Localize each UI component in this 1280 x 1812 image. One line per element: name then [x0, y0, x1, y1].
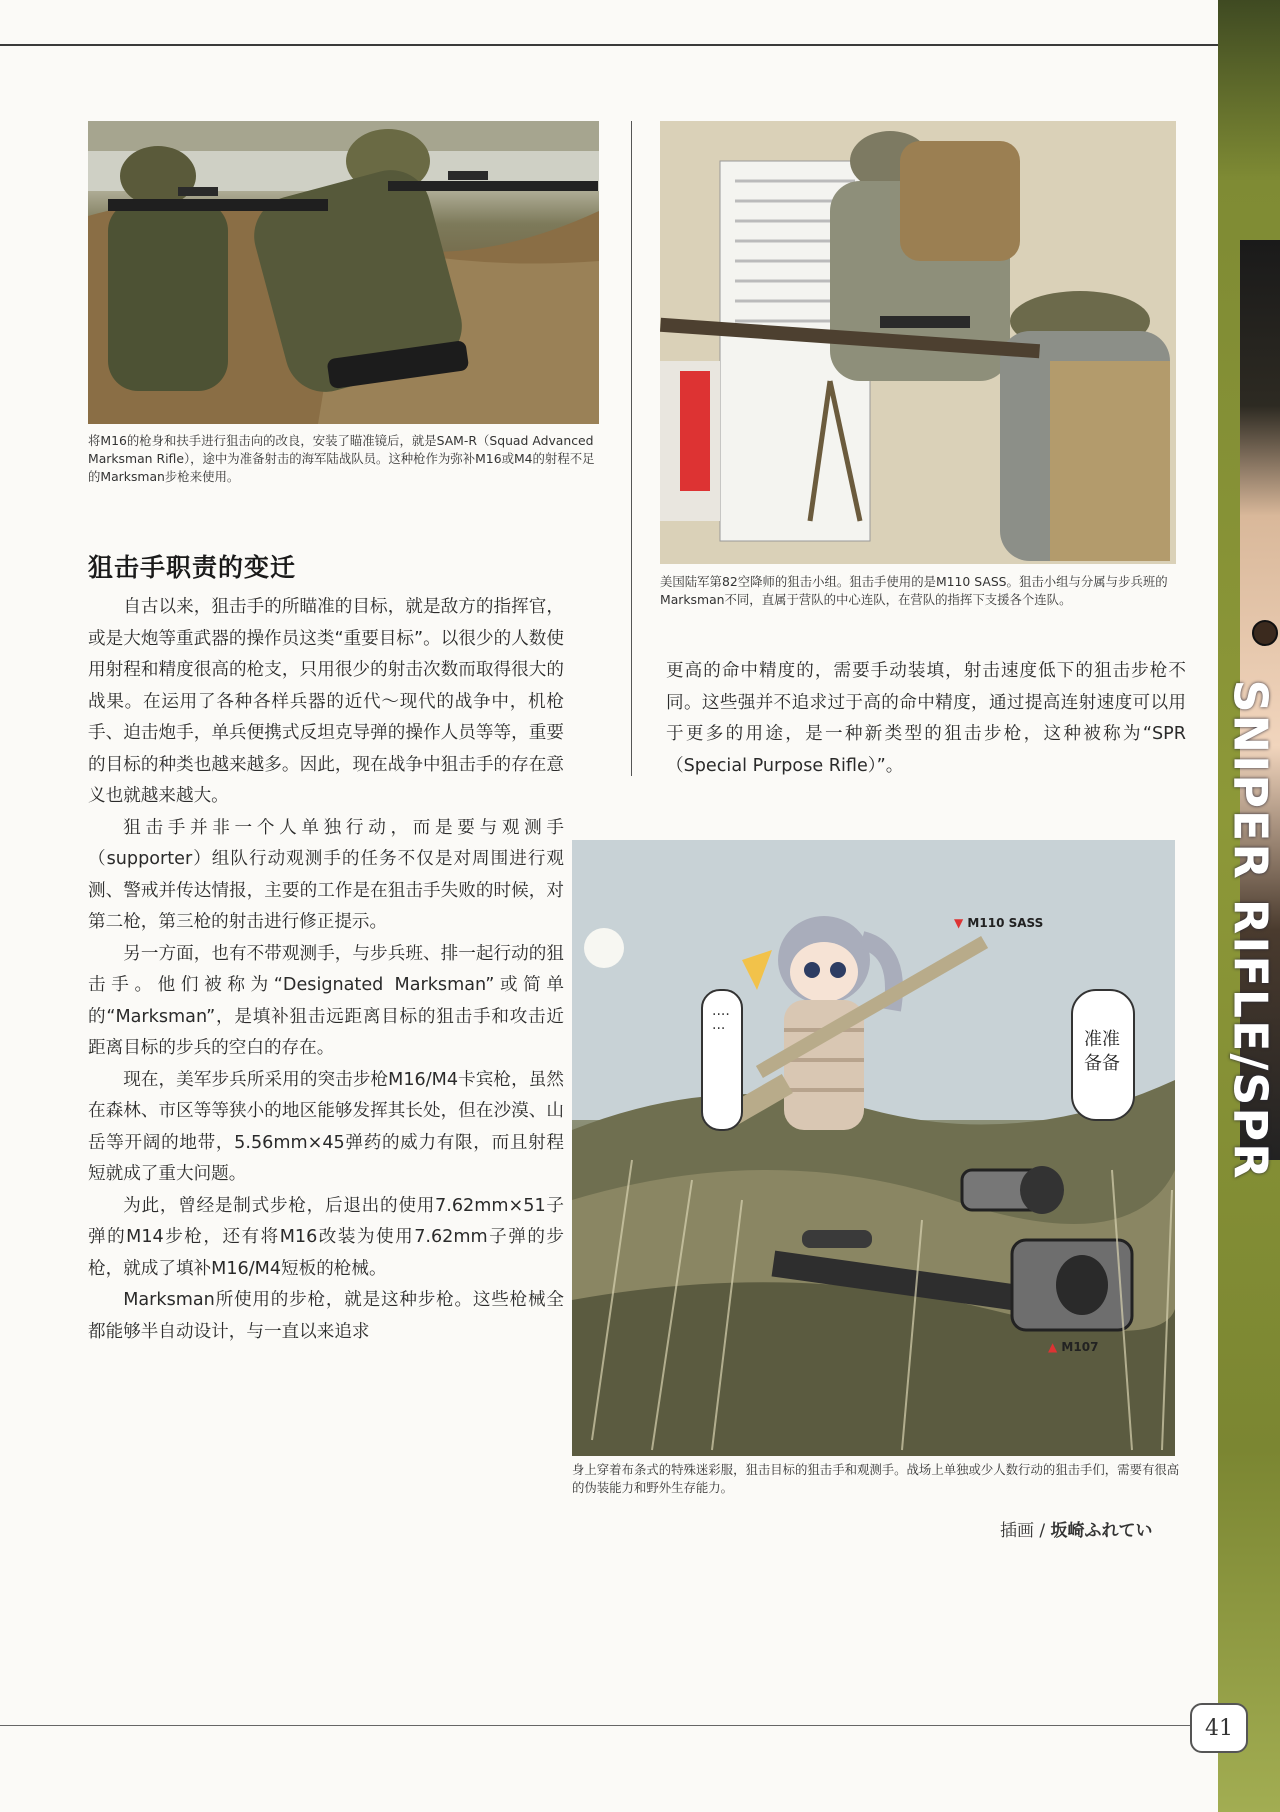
illustration-credit [1000, 1516, 1153, 1541]
paragraph: 现在，美军步兵所采用的突击步枪M16/M4卡宾枪，虽然在森林、市区等等狭小的地区能够发挥其长处，但在沙漠、山岳等开阔的地带，5.56mm×45弹药的威力有限，而且射程短就成了重大问题。 [88, 1069, 564, 1184]
credit-name: 坂崎ふれてい [1050, 1521, 1153, 1541]
marker-triangle-icon: ▲ [1048, 1340, 1058, 1354]
illustration-art [572, 840, 1175, 1456]
side-title [1224, 679, 1279, 1181]
anime-eye-art [1252, 620, 1278, 646]
column-divider [631, 121, 632, 776]
caption-top-left: 将M16的枪身和扶手进行狙击向的改良，安装了瞄准镜后，就是SAM-R（Squad Advanced Marksman Rifle），途中为准备射击的海军陆战队员。这种枪作为弥补M16或M4的射程不足的Marksman步枪来使用。 [88, 433, 595, 484]
page-number [1190, 1703, 1248, 1753]
caption-top-right: 美国陆军第82空降师的狙击小组。狙击手使用的是M110 SASS。狙击小组与分属与步兵班的Marksman不同，直属于营队的中心连队，在营队的指挥下支援各个连队。 [660, 574, 1168, 607]
marker-triangle-icon: ▼ [954, 916, 964, 930]
speech-ready: 准准备备 [1084, 1029, 1120, 1074]
label-m107 [1048, 1340, 1098, 1354]
paragraph: 为此，曾经是制式步枪，后退出的使用7.62mm×51子弹的M14步枪，还有将M16改装为使用7.62mm子弹的步枪，就成了填补M16/M4短板的枪械。 [88, 1195, 564, 1279]
speech-dots: ······· [712, 1007, 730, 1037]
credit-prefix: 插画 / [1000, 1521, 1051, 1541]
photo-marines-sam-r [88, 121, 599, 424]
article-right-column [666, 656, 1186, 782]
label-m110 [954, 916, 1043, 930]
photo-sniper-team-art [660, 121, 1176, 564]
paragraph: 自古以来，狙击手的所瞄准的目标，就是敌方的指挥官，或是大炮等重武器的操作员这类“重要目标”。以很少的人数使用射程和精度很高的枪支，只用很少的射击次数而取得很大的战果。在运用了各种各样兵器的近代～现代的战争中，机枪手、迫击炮手，单兵便携式反坦克导弹的操作人员等等，重要的目标的种类也越来越多。因此，现在战争中狙击手的存在意义也就越来越大。 [88, 597, 564, 806]
bottom-rule [0, 1725, 1190, 1726]
caption-illustration: 身上穿着布条式的特殊迷彩服，狙击目标的狙击手和观测手。战场上单独或少人数行动的狙击手们，需要有很高的伪装能力和野外生存能力。 [572, 1462, 1180, 1495]
section-heading: 狙击手职责的变迁 [88, 553, 297, 582]
top-rule [0, 44, 1218, 46]
page-number-text: 41 [1205, 1715, 1233, 1741]
photo-sniper-team-m110 [660, 121, 1176, 564]
label-m107-text: M107 [1061, 1340, 1099, 1354]
paragraph: 更高的命中精度的，需要手动装填，射击速度低下的狙击步枪不同。这些强并不追求过于高的命中精度，通过提高连射速度可以用于更多的用途，是一种新类型的狙击步枪，这种被称为“SPR（Special Purpose Rifle）”。 [666, 661, 1186, 776]
label-m110-text: M110 SASS [967, 916, 1044, 930]
paragraph: 狙击手并非一个人单独行动，而是要与观测手（supporter）组队行动观测手的任务不仅是对周围进行观测、警戒并传达情报，主要的工作是在狙击手失败的时候，对第二枪，第三枪的射击进行修正提示。 [88, 817, 564, 932]
paragraph: Marksman所使用的步枪，就是这种步枪。这些枪械全都能够半自动设计，与一直以来追求 [88, 1290, 564, 1342]
illustration-snipers [572, 840, 1175, 1456]
photo-marines-art [88, 121, 599, 424]
article-left-column [88, 592, 564, 1348]
side-title-text: SNIPER RIFLE/SPR [1224, 679, 1279, 1181]
paragraph: 另一方面，也有不带观测手，与步兵班、排一起行动的狙击手。他们被称为“Designated Marksman”或简单的“Marksman”，是填补狙击远距离目标的狙击手和攻击近距离目标的步兵的空白的存在。 [88, 943, 564, 1058]
